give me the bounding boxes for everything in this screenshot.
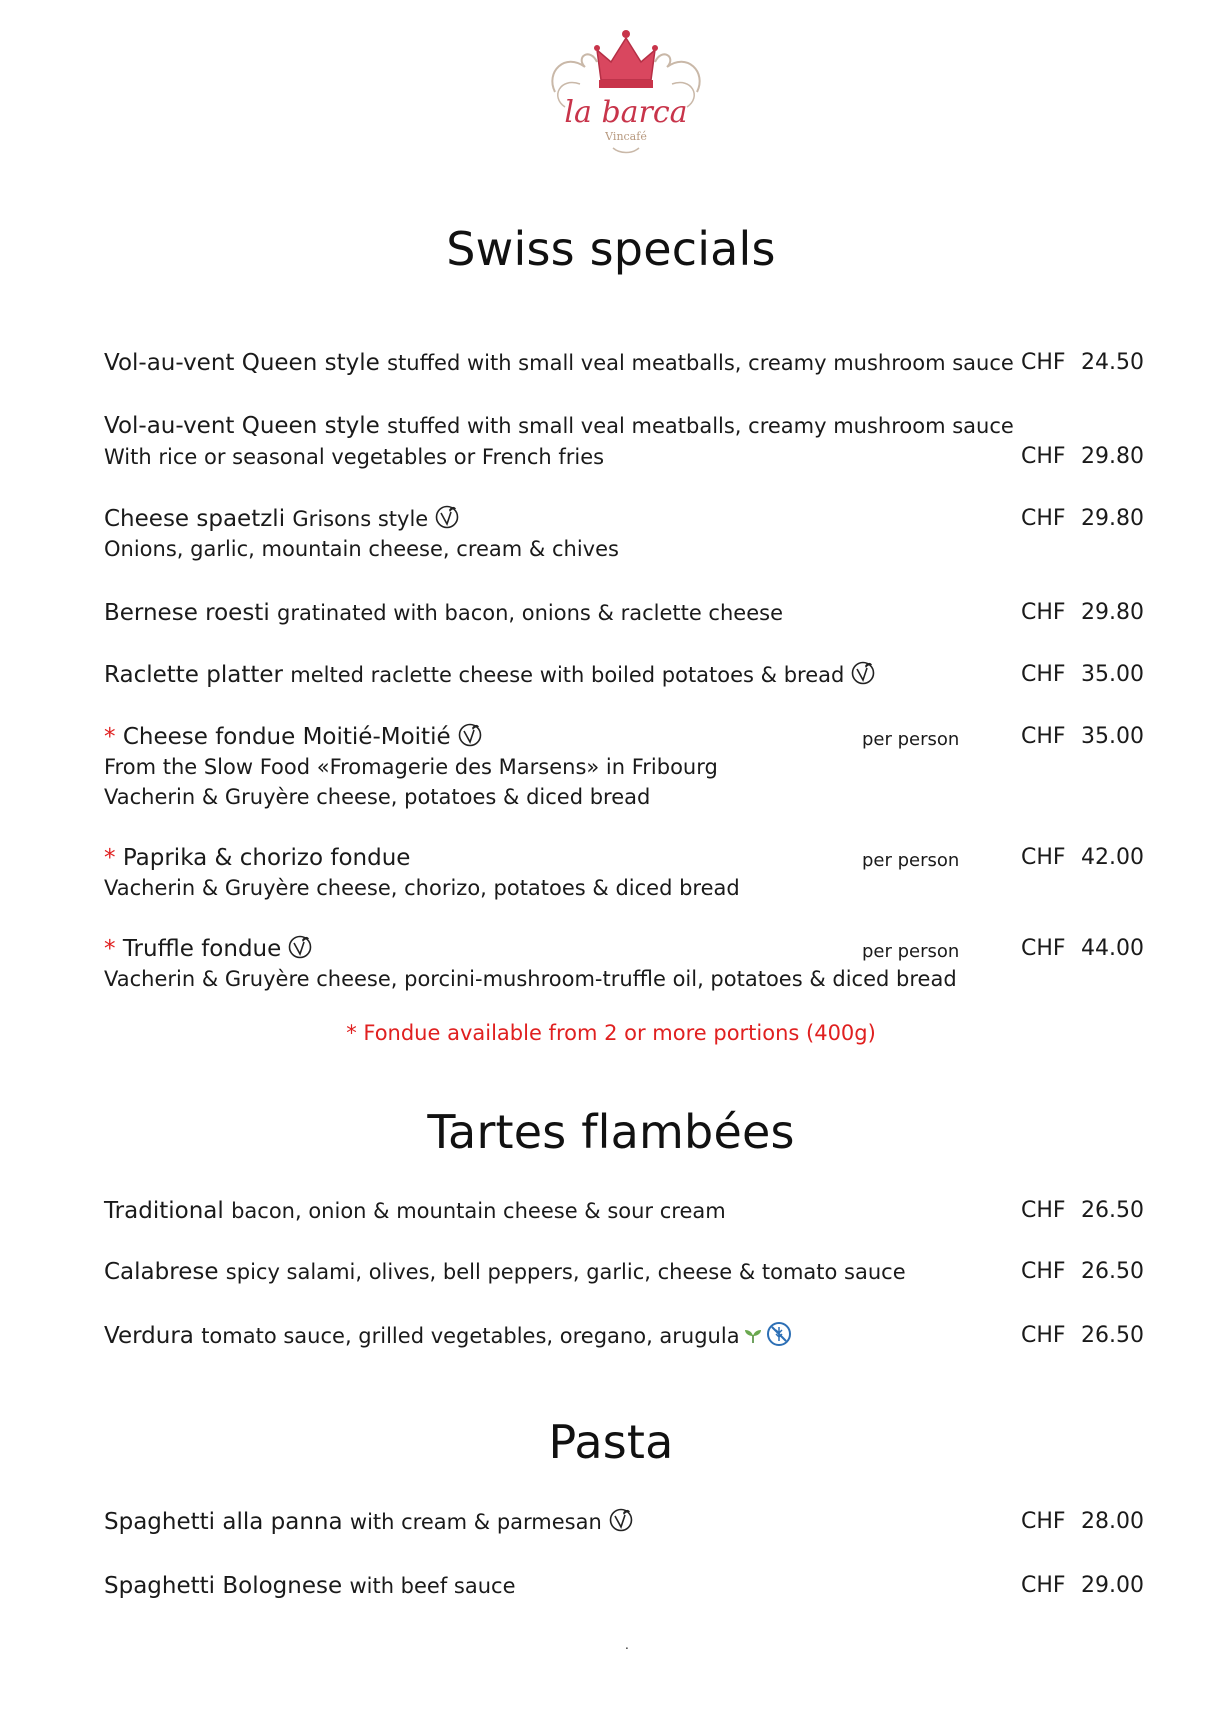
item-name: Paprika & chorizo fondue — [122, 845, 411, 871]
vegetarian-icon — [608, 1507, 634, 1533]
menu-item-paprika-chorizo-fondue — [104, 842, 1144, 874]
fondue-note: * Fondue available from 2 or more portions (400g) — [346, 1021, 876, 1045]
footer-dot: . — [625, 1638, 629, 1652]
per-person-label: per person — [862, 729, 960, 750]
item-name: Calabrese — [104, 1259, 219, 1285]
item-name: Traditional — [104, 1198, 224, 1224]
item-description: melted raclette cheese with boiled potatoes & bread — [290, 663, 845, 687]
item-description: tomato sauce, grilled vegetables, oregano, arugula — [201, 1324, 740, 1348]
menu-item-truffle-fondue — [104, 933, 1144, 965]
item-price: CHF 29.80 — [1021, 600, 1144, 625]
menu-item-vol-au-vent-sides — [104, 410, 1144, 442]
section-title-tartes-flambees: Tartes flambées — [427, 1105, 795, 1159]
fondue-star: * — [104, 936, 116, 962]
item-description: Grisons style — [292, 507, 429, 531]
item-name: Cheese fondue Moitié-Moitié — [122, 724, 451, 750]
menu-item-bernese-roesti — [104, 597, 1144, 629]
item-price: CHF 35.00 — [1021, 662, 1144, 687]
menu-item-spaghetti-panna — [104, 1506, 1144, 1538]
item-subline: From the Slow Food «Fromagerie des Marsens» in Fribourg — [104, 755, 718, 779]
item-description: bacon, onion & mountain cheese & sour cream — [231, 1199, 726, 1223]
item-name: Vol-au-vent Queen style — [104, 413, 380, 439]
item-description: with beef sauce — [349, 1574, 516, 1598]
item-price: CHF 35.00 — [1021, 724, 1144, 749]
item-description: stuffed with small veal meatballs, creamy mushroom sauce — [387, 351, 1014, 375]
logo-wordmark: la barca — [564, 95, 688, 130]
menu-item-traditional — [104, 1195, 1144, 1227]
price-row — [104, 441, 1144, 473]
item-price: CHF 44.00 — [1021, 936, 1144, 961]
menu-item-cheese-spaetzli — [104, 503, 1144, 535]
item-subline: Vacherin & Gruyère cheese, chorizo, potatoes & diced bread — [104, 876, 740, 900]
menu-item-verdura — [104, 1320, 1144, 1352]
fondue-star: * — [104, 845, 116, 871]
vegetarian-icon — [457, 722, 483, 748]
item-description: gratinated with bacon, onions & raclette cheese — [277, 601, 783, 625]
item-price: CHF 28.00 — [1021, 1509, 1144, 1534]
fondue-star: * — [104, 724, 116, 750]
item-price: CHF 24.50 — [1021, 350, 1144, 375]
vegetarian-icon — [434, 504, 460, 530]
menu-item-cheese-fondue — [104, 721, 1144, 753]
per-person-label: per person — [862, 850, 960, 871]
item-subline: Vacherin & Gruyère cheese, porcini-mushroom-truffle oil, potatoes & diced bread — [104, 967, 957, 991]
menu-item-vol-au-vent — [104, 347, 1144, 379]
item-price: CHF 29.00 — [1021, 1573, 1144, 1598]
vegetarian-icon — [850, 660, 876, 686]
item-name: Cheese spaetzli — [104, 506, 286, 532]
section-title-pasta: Pasta — [548, 1415, 674, 1469]
item-price: CHF 26.50 — [1021, 1259, 1144, 1284]
item-name: Verdura — [104, 1323, 194, 1349]
menu-item-raclette-platter — [104, 659, 1144, 691]
item-name: Raclette platter — [104, 662, 283, 688]
item-name: Bernese roesti — [104, 600, 270, 626]
item-name: Truffle fondue — [122, 936, 282, 962]
item-price: CHF 42.00 — [1021, 845, 1144, 870]
logo-subtitle: Vincafé — [605, 130, 647, 143]
item-subline: With rice or seasonal vegetables or French fries — [104, 445, 605, 469]
item-price: CHF 26.50 — [1021, 1198, 1144, 1223]
item-price: CHF 29.80 — [1021, 506, 1144, 531]
item-name: Spaghetti Bolognese — [104, 1573, 343, 1599]
la-barca-logo — [535, 22, 717, 156]
vegetarian-icon — [287, 934, 313, 960]
item-description: spicy salami, olives, bell peppers, garlic, cheese & tomato sauce — [225, 1260, 906, 1284]
item-description: stuffed with small veal meatballs, creamy mushroom sauce — [387, 414, 1014, 438]
no-gluten-icon — [766, 1321, 792, 1347]
item-subline: Vacherin & Gruyère cheese, potatoes & diced bread — [104, 785, 651, 809]
item-price: CHF 29.80 — [1021, 444, 1144, 469]
menu-item-spaghetti-bolognese — [104, 1570, 1144, 1602]
item-price: CHF 26.50 — [1021, 1323, 1144, 1348]
item-subline: Onions, garlic, mountain cheese, cream & chives — [104, 537, 619, 561]
section-title-swiss-specials: Swiss specials — [446, 222, 776, 276]
item-name: Spaghetti alla panna — [104, 1509, 343, 1535]
item-description: with cream & parmesan — [349, 1510, 602, 1534]
menu-item-calabrese — [104, 1256, 1144, 1288]
per-person-label: per person — [862, 941, 960, 962]
vegan-leaf-icon — [742, 1325, 764, 1347]
item-name: Vol-au-vent Queen style — [104, 350, 380, 376]
